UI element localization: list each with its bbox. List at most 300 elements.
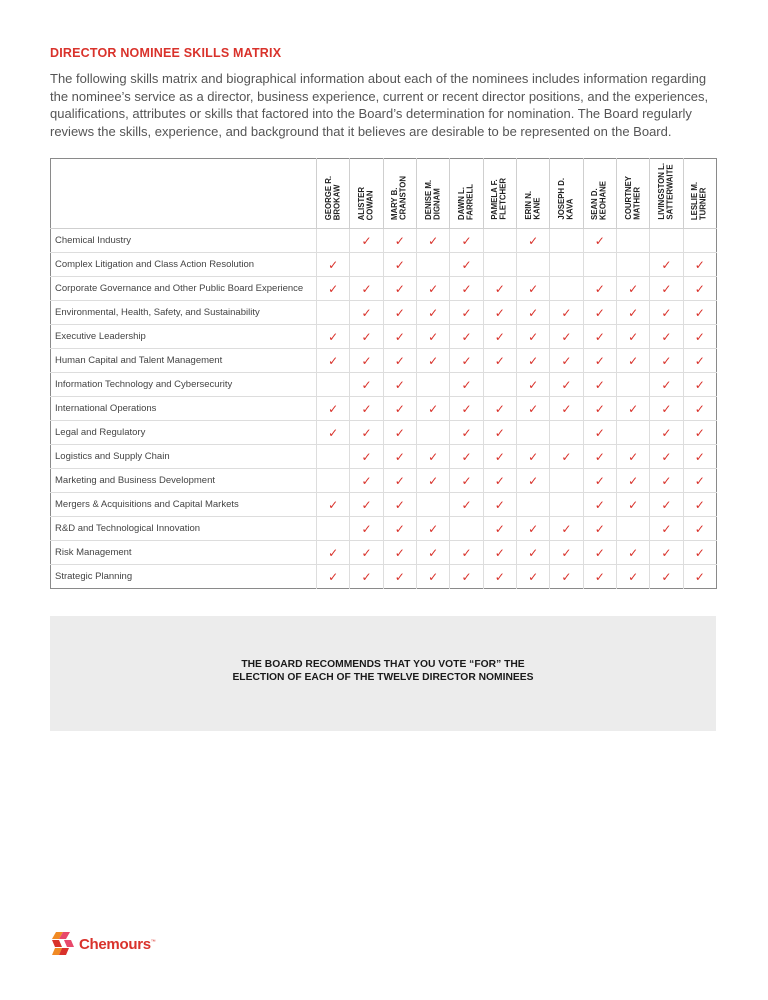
checkmark-icon: ✓ bbox=[694, 545, 705, 560]
checkmark-icon: ✓ bbox=[394, 305, 405, 320]
checkmark-icon: ✓ bbox=[428, 569, 439, 584]
checkmark-icon: ✓ bbox=[428, 329, 439, 344]
matrix-cell bbox=[650, 229, 683, 253]
matrix-cell bbox=[683, 325, 716, 349]
nominee-header bbox=[450, 159, 483, 229]
checkmark-icon: ✓ bbox=[461, 353, 472, 368]
matrix-cell bbox=[683, 397, 716, 421]
matrix-cell bbox=[383, 565, 416, 589]
matrix-cell bbox=[516, 397, 549, 421]
matrix-cell bbox=[483, 229, 516, 253]
matrix-cell bbox=[683, 517, 716, 541]
matrix-cell bbox=[416, 325, 449, 349]
matrix-cell bbox=[350, 229, 383, 253]
checkmark-icon: ✓ bbox=[494, 401, 505, 416]
matrix-cell bbox=[683, 421, 716, 445]
nominee-header bbox=[650, 159, 683, 229]
recommendation-text: THE BOARD RECOMMENDS THAT YOU VOTE “FOR” THE ELECTION OF EACH OF THE TWELVE DIRECTOR NOMINEES bbox=[232, 658, 534, 683]
nominee-header bbox=[483, 159, 516, 229]
checkmark-icon: ✓ bbox=[561, 545, 572, 560]
matrix-cell bbox=[450, 421, 483, 445]
checkmark-icon: ✓ bbox=[528, 329, 539, 344]
matrix-cell bbox=[650, 493, 683, 517]
checkmark-icon: ✓ bbox=[594, 401, 605, 416]
matrix-cell bbox=[450, 493, 483, 517]
matrix-cell bbox=[383, 445, 416, 469]
matrix-cell bbox=[583, 517, 616, 541]
matrix-cell bbox=[416, 349, 449, 373]
checkmark-icon: ✓ bbox=[694, 425, 705, 440]
nominee-header bbox=[616, 159, 649, 229]
matrix-cell bbox=[483, 349, 516, 373]
matrix-cell bbox=[416, 421, 449, 445]
checkmark-icon: ✓ bbox=[361, 233, 372, 248]
matrix-cell bbox=[317, 421, 350, 445]
matrix-cell bbox=[550, 445, 583, 469]
checkmark-icon: ✓ bbox=[361, 497, 372, 512]
matrix-cell bbox=[616, 349, 649, 373]
checkmark-icon: ✓ bbox=[628, 473, 639, 488]
matrix-cell bbox=[383, 349, 416, 373]
matrix-cell bbox=[616, 325, 649, 349]
nominee-name: COURTNEY MATHER bbox=[623, 176, 642, 220]
matrix-cell bbox=[550, 349, 583, 373]
matrix-cell bbox=[616, 301, 649, 325]
skill-label: Mergers & Acquisitions and Capital Markets bbox=[51, 493, 317, 517]
matrix-cell bbox=[450, 445, 483, 469]
matrix-cell bbox=[583, 325, 616, 349]
checkmark-icon: ✓ bbox=[694, 329, 705, 344]
matrix-cell bbox=[483, 493, 516, 517]
checkmark-icon: ✓ bbox=[594, 305, 605, 320]
matrix-cell bbox=[350, 517, 383, 541]
checkmark-icon: ✓ bbox=[628, 305, 639, 320]
checkmark-icon: ✓ bbox=[694, 569, 705, 584]
matrix-cell bbox=[450, 373, 483, 397]
checkmark-icon: ✓ bbox=[461, 545, 472, 560]
checkmark-icon: ✓ bbox=[428, 545, 439, 560]
skill-label: Legal and Regulatory bbox=[51, 421, 317, 445]
checkmark-icon: ✓ bbox=[394, 233, 405, 248]
checkmark-icon: ✓ bbox=[461, 257, 472, 272]
matrix-cell bbox=[317, 373, 350, 397]
checkmark-icon: ✓ bbox=[428, 353, 439, 368]
checkmark-icon: ✓ bbox=[461, 425, 472, 440]
checkmark-icon: ✓ bbox=[328, 353, 339, 368]
matrix-cell bbox=[317, 277, 350, 301]
checkmark-icon: ✓ bbox=[694, 521, 705, 536]
skill-label: Strategic Planning bbox=[51, 565, 317, 589]
checkmark-icon: ✓ bbox=[394, 545, 405, 560]
checkmark-icon: ✓ bbox=[428, 305, 439, 320]
skill-label: Executive Leadership bbox=[51, 325, 317, 349]
checkmark-icon: ✓ bbox=[528, 545, 539, 560]
matrix-cell bbox=[317, 253, 350, 277]
matrix-cell bbox=[483, 565, 516, 589]
matrix-cell bbox=[683, 445, 716, 469]
checkmark-icon: ✓ bbox=[561, 401, 572, 416]
matrix-cell bbox=[350, 445, 383, 469]
skills-matrix-table bbox=[50, 158, 717, 589]
nominee-header bbox=[516, 159, 549, 229]
matrix-cell bbox=[616, 541, 649, 565]
matrix-cell bbox=[317, 349, 350, 373]
checkmark-icon: ✓ bbox=[394, 521, 405, 536]
matrix-cell bbox=[317, 397, 350, 421]
matrix-cell bbox=[383, 541, 416, 565]
skill-row bbox=[51, 253, 717, 277]
checkmark-icon: ✓ bbox=[394, 569, 405, 584]
matrix-cell bbox=[616, 445, 649, 469]
nominee-header bbox=[683, 159, 716, 229]
matrix-cell bbox=[550, 373, 583, 397]
checkmark-icon: ✓ bbox=[694, 401, 705, 416]
checkmark-icon: ✓ bbox=[394, 281, 405, 296]
skill-row bbox=[51, 397, 717, 421]
checkmark-icon: ✓ bbox=[328, 569, 339, 584]
nominee-name: DAWN L. FARRELL bbox=[456, 184, 475, 220]
checkmark-icon: ✓ bbox=[594, 545, 605, 560]
checkmark-icon: ✓ bbox=[594, 521, 605, 536]
checkmark-icon: ✓ bbox=[428, 233, 439, 248]
matrix-cell bbox=[317, 229, 350, 253]
skills-matrix-body bbox=[51, 229, 717, 589]
checkmark-icon: ✓ bbox=[628, 329, 639, 344]
matrix-cell bbox=[550, 253, 583, 277]
matrix-cell bbox=[416, 373, 449, 397]
matrix-cell bbox=[350, 349, 383, 373]
checkmark-icon: ✓ bbox=[661, 449, 672, 464]
matrix-cell bbox=[450, 565, 483, 589]
checkmark-icon: ✓ bbox=[494, 353, 505, 368]
skill-row bbox=[51, 373, 717, 397]
matrix-cell bbox=[383, 493, 416, 517]
page-title: DIRECTOR NOMINEE SKILLS MATRIX bbox=[50, 46, 282, 60]
checkmark-icon: ✓ bbox=[694, 449, 705, 464]
intro-paragraph: The following skills matrix and biographical information about each of the nominees includes information regarding the nominee’s service as a director, business experience, current or recent director positions, and the experiences, qualifications, attributes or skills that factored into the Board’s determination for nomination. The Board regularly reviews the skills, experience, and background that it believes are desirable to be represented on the Board. bbox=[50, 71, 709, 139]
matrix-cell bbox=[583, 565, 616, 589]
checkmark-icon: ✓ bbox=[461, 449, 472, 464]
checkmark-icon: ✓ bbox=[628, 401, 639, 416]
checkmark-icon: ✓ bbox=[528, 569, 539, 584]
checkmark-icon: ✓ bbox=[594, 353, 605, 368]
checkmark-icon: ✓ bbox=[361, 377, 372, 392]
checkmark-icon: ✓ bbox=[594, 281, 605, 296]
checkmark-icon: ✓ bbox=[561, 449, 572, 464]
checkmark-icon: ✓ bbox=[594, 569, 605, 584]
matrix-cell bbox=[583, 493, 616, 517]
matrix-cell bbox=[650, 445, 683, 469]
checkmark-icon: ✓ bbox=[528, 281, 539, 296]
matrix-cell bbox=[416, 277, 449, 301]
matrix-cell bbox=[383, 421, 416, 445]
matrix-cell bbox=[317, 445, 350, 469]
matrix-cell bbox=[350, 541, 383, 565]
checkmark-icon: ✓ bbox=[661, 497, 672, 512]
checkmark-icon: ✓ bbox=[694, 257, 705, 272]
matrix-cell bbox=[383, 373, 416, 397]
checkmark-icon: ✓ bbox=[594, 329, 605, 344]
matrix-cell bbox=[683, 373, 716, 397]
skill-row bbox=[51, 541, 717, 565]
checkmark-icon: ✓ bbox=[494, 521, 505, 536]
matrix-cell bbox=[516, 301, 549, 325]
matrix-cell bbox=[450, 397, 483, 421]
checkmark-icon: ✓ bbox=[661, 281, 672, 296]
checkmark-icon: ✓ bbox=[694, 473, 705, 488]
chemours-logo-wordmark: Chemours™ bbox=[79, 935, 156, 953]
matrix-cell bbox=[616, 493, 649, 517]
skill-row bbox=[51, 517, 717, 541]
matrix-cell bbox=[416, 253, 449, 277]
matrix-cell bbox=[350, 493, 383, 517]
checkmark-icon: ✓ bbox=[394, 353, 405, 368]
checkmark-icon: ✓ bbox=[461, 401, 472, 416]
matrix-cell bbox=[516, 517, 549, 541]
checkmark-icon: ✓ bbox=[328, 257, 339, 272]
nominee-name: ALISTER COWAN bbox=[356, 186, 375, 220]
checkmark-icon: ✓ bbox=[494, 305, 505, 320]
matrix-cell bbox=[583, 541, 616, 565]
matrix-cell bbox=[583, 229, 616, 253]
matrix-cell bbox=[616, 277, 649, 301]
skill-label: International Operations bbox=[51, 397, 317, 421]
checkmark-icon: ✓ bbox=[361, 473, 372, 488]
matrix-cell bbox=[583, 349, 616, 373]
matrix-cell bbox=[483, 421, 516, 445]
checkmark-icon: ✓ bbox=[561, 377, 572, 392]
checkmark-icon: ✓ bbox=[594, 425, 605, 440]
nominee-name: JOSEPH D. KAVA bbox=[556, 178, 575, 220]
skill-row bbox=[51, 229, 717, 253]
checkmark-icon: ✓ bbox=[328, 281, 339, 296]
checkmark-icon: ✓ bbox=[461, 497, 472, 512]
skill-label: Corporate Governance and Other Public Board Experience bbox=[51, 277, 317, 301]
checkmark-icon: ✓ bbox=[494, 497, 505, 512]
checkmark-icon: ✓ bbox=[561, 521, 572, 536]
matrix-cell bbox=[516, 373, 549, 397]
matrix-cell bbox=[483, 517, 516, 541]
checkmark-icon: ✓ bbox=[594, 473, 605, 488]
checkmark-icon: ✓ bbox=[661, 569, 672, 584]
matrix-cell bbox=[416, 469, 449, 493]
checkmark-icon: ✓ bbox=[361, 281, 372, 296]
matrix-cell bbox=[350, 421, 383, 445]
checkmark-icon: ✓ bbox=[361, 329, 372, 344]
matrix-cell bbox=[616, 253, 649, 277]
matrix-cell bbox=[416, 541, 449, 565]
matrix-cell bbox=[550, 325, 583, 349]
checkmark-icon: ✓ bbox=[661, 257, 672, 272]
matrix-cell bbox=[550, 421, 583, 445]
header-corner-cell bbox=[51, 159, 317, 229]
checkmark-icon: ✓ bbox=[628, 281, 639, 296]
matrix-cell bbox=[516, 493, 549, 517]
skill-label: Complex Litigation and Class Action Resolution bbox=[51, 253, 317, 277]
matrix-cell bbox=[683, 229, 716, 253]
matrix-cell bbox=[583, 277, 616, 301]
checkmark-icon: ✓ bbox=[394, 401, 405, 416]
matrix-cell bbox=[416, 517, 449, 541]
checkmark-icon: ✓ bbox=[428, 449, 439, 464]
matrix-cell bbox=[416, 565, 449, 589]
matrix-cell bbox=[516, 229, 549, 253]
checkmark-icon: ✓ bbox=[661, 425, 672, 440]
matrix-cell bbox=[650, 277, 683, 301]
nominee-name: SEAN D. KEOHANE bbox=[590, 181, 608, 220]
matrix-cell bbox=[683, 469, 716, 493]
skill-label: Marketing and Business Development bbox=[51, 469, 317, 493]
matrix-cell bbox=[550, 277, 583, 301]
matrix-cell bbox=[616, 421, 649, 445]
matrix-cell bbox=[616, 373, 649, 397]
matrix-cell bbox=[516, 445, 549, 469]
skill-label: Logistics and Supply Chain bbox=[51, 445, 317, 469]
checkmark-icon: ✓ bbox=[661, 329, 672, 344]
matrix-cell bbox=[383, 517, 416, 541]
matrix-cell bbox=[616, 397, 649, 421]
checkmark-icon: ✓ bbox=[528, 521, 539, 536]
checkmark-icon: ✓ bbox=[328, 329, 339, 344]
checkmark-icon: ✓ bbox=[661, 353, 672, 368]
checkmark-icon: ✓ bbox=[661, 473, 672, 488]
skill-row bbox=[51, 349, 717, 373]
matrix-cell bbox=[483, 325, 516, 349]
checkmark-icon: ✓ bbox=[394, 449, 405, 464]
matrix-cell bbox=[450, 277, 483, 301]
matrix-cell bbox=[650, 253, 683, 277]
checkmark-icon: ✓ bbox=[428, 521, 439, 536]
matrix-cell bbox=[516, 325, 549, 349]
matrix-cell bbox=[483, 277, 516, 301]
checkmark-icon: ✓ bbox=[594, 449, 605, 464]
matrix-cell bbox=[450, 325, 483, 349]
matrix-cell bbox=[483, 397, 516, 421]
matrix-cell bbox=[416, 493, 449, 517]
matrix-cell bbox=[450, 541, 483, 565]
checkmark-icon: ✓ bbox=[361, 545, 372, 560]
matrix-cell bbox=[683, 493, 716, 517]
nominee-name: LESLIE M. TURNER bbox=[690, 181, 708, 220]
checkmark-icon: ✓ bbox=[694, 281, 705, 296]
checkmark-icon: ✓ bbox=[528, 233, 539, 248]
checkmark-icon: ✓ bbox=[494, 329, 505, 344]
checkmark-icon: ✓ bbox=[361, 449, 372, 464]
matrix-cell bbox=[416, 229, 449, 253]
matrix-cell bbox=[416, 301, 449, 325]
checkmark-icon: ✓ bbox=[694, 305, 705, 320]
checkmark-icon: ✓ bbox=[694, 497, 705, 512]
matrix-cell bbox=[483, 541, 516, 565]
checkmark-icon: ✓ bbox=[694, 353, 705, 368]
skill-row bbox=[51, 469, 717, 493]
checkmark-icon: ✓ bbox=[428, 281, 439, 296]
checkmark-icon: ✓ bbox=[328, 545, 339, 560]
checkmark-icon: ✓ bbox=[328, 497, 339, 512]
checkmark-icon: ✓ bbox=[361, 569, 372, 584]
matrix-cell bbox=[383, 397, 416, 421]
matrix-cell bbox=[450, 517, 483, 541]
matrix-cell bbox=[317, 517, 350, 541]
matrix-cell bbox=[350, 565, 383, 589]
checkmark-icon: ✓ bbox=[661, 545, 672, 560]
checkmark-icon: ✓ bbox=[494, 281, 505, 296]
matrix-cell bbox=[683, 277, 716, 301]
checkmark-icon: ✓ bbox=[394, 329, 405, 344]
matrix-cell bbox=[416, 397, 449, 421]
matrix-cell bbox=[583, 445, 616, 469]
matrix-cell bbox=[650, 565, 683, 589]
checkmark-icon: ✓ bbox=[394, 257, 405, 272]
checkmark-icon: ✓ bbox=[661, 305, 672, 320]
matrix-cell bbox=[616, 517, 649, 541]
skill-label: Risk Management bbox=[51, 541, 317, 565]
checkmark-icon: ✓ bbox=[528, 353, 539, 368]
checkmark-icon: ✓ bbox=[594, 233, 605, 248]
checkmark-icon: ✓ bbox=[361, 521, 372, 536]
matrix-cell bbox=[583, 421, 616, 445]
matrix-cell bbox=[317, 325, 350, 349]
matrix-cell bbox=[350, 397, 383, 421]
matrix-cell bbox=[650, 349, 683, 373]
skill-label: Information Technology and Cybersecurity bbox=[51, 373, 317, 397]
matrix-cell bbox=[350, 469, 383, 493]
skill-row bbox=[51, 325, 717, 349]
matrix-cell bbox=[483, 253, 516, 277]
skill-label: R&D and Technological Innovation bbox=[51, 517, 317, 541]
matrix-cell bbox=[650, 541, 683, 565]
nominee-header bbox=[350, 159, 383, 229]
matrix-cell bbox=[683, 349, 716, 373]
matrix-cell bbox=[383, 325, 416, 349]
checkmark-icon: ✓ bbox=[661, 521, 672, 536]
matrix-cell bbox=[650, 373, 683, 397]
matrix-cell bbox=[683, 253, 716, 277]
checkmark-icon: ✓ bbox=[628, 497, 639, 512]
checkmark-icon: ✓ bbox=[694, 377, 705, 392]
checkmark-icon: ✓ bbox=[394, 425, 405, 440]
matrix-cell bbox=[683, 565, 716, 589]
matrix-cell bbox=[550, 397, 583, 421]
matrix-cell bbox=[383, 253, 416, 277]
matrix-cell bbox=[483, 445, 516, 469]
checkmark-icon: ✓ bbox=[328, 401, 339, 416]
checkmark-icon: ✓ bbox=[461, 329, 472, 344]
matrix-cell bbox=[450, 349, 483, 373]
checkmark-icon: ✓ bbox=[428, 473, 439, 488]
checkmark-icon: ✓ bbox=[394, 377, 405, 392]
matrix-cell bbox=[383, 229, 416, 253]
matrix-cell bbox=[317, 565, 350, 589]
matrix-cell bbox=[450, 253, 483, 277]
matrix-cell bbox=[317, 301, 350, 325]
matrix-cell bbox=[483, 373, 516, 397]
skill-label: Human Capital and Talent Management bbox=[51, 349, 317, 373]
matrix-cell bbox=[683, 301, 716, 325]
matrix-cell bbox=[350, 253, 383, 277]
matrix-cell bbox=[583, 397, 616, 421]
nominee-header bbox=[317, 159, 350, 229]
matrix-cell bbox=[683, 541, 716, 565]
matrix-cell bbox=[550, 541, 583, 565]
matrix-cell bbox=[583, 373, 616, 397]
skill-label: Chemical Industry bbox=[51, 229, 317, 253]
skill-row bbox=[51, 301, 717, 325]
matrix-cell bbox=[383, 301, 416, 325]
checkmark-icon: ✓ bbox=[328, 425, 339, 440]
matrix-cell bbox=[350, 277, 383, 301]
checkmark-icon: ✓ bbox=[461, 281, 472, 296]
